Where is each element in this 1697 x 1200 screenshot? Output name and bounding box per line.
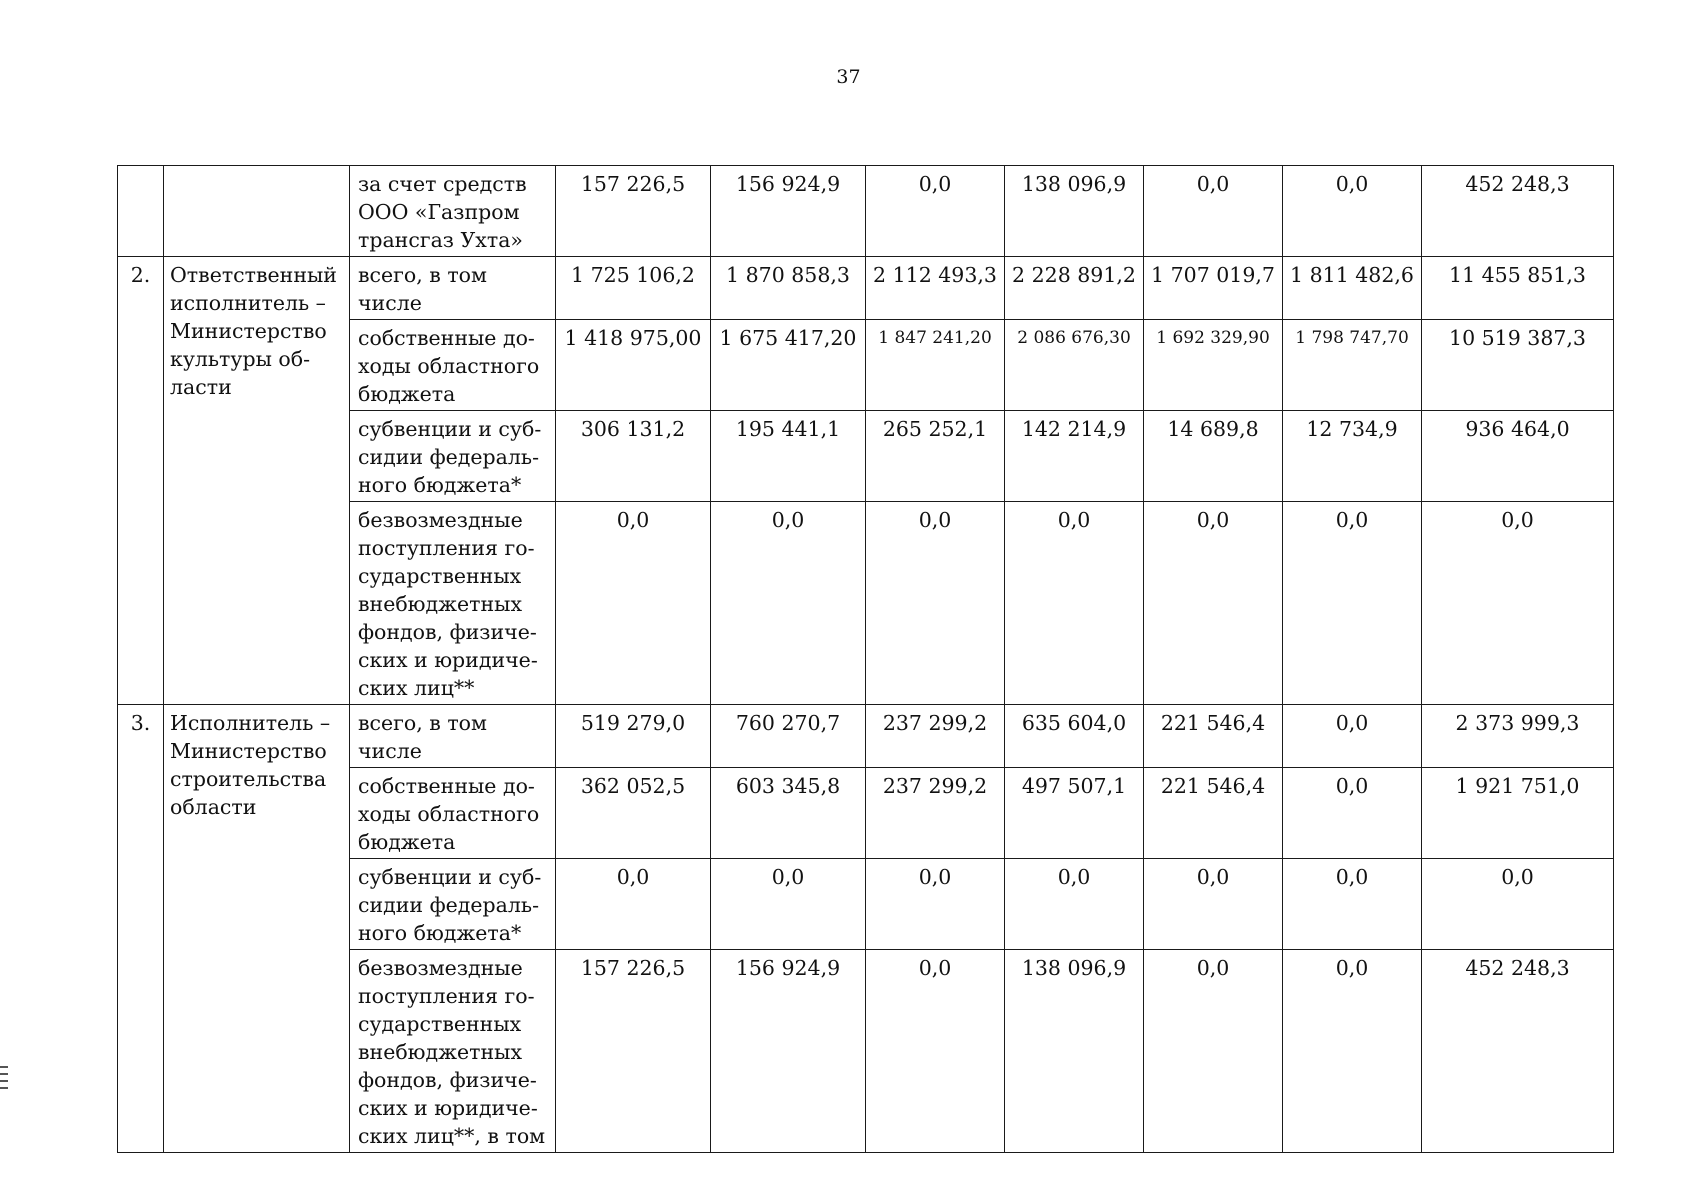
value-cell: 2 112 493,3 (866, 257, 1005, 320)
value-cell: 1 692 329,90 (1144, 320, 1283, 411)
budget-table-container (117, 165, 1613, 1153)
value-cell: 0,0 (711, 502, 866, 705)
value-cell: 138 096,9 (1005, 950, 1144, 1153)
value-cell: 0,0 (1144, 166, 1283, 257)
budget-table (117, 165, 1614, 1153)
funding-source-cell: за счет средств ООО «Газпром трансгаз Ухта» (350, 166, 556, 257)
page-number: 37 (836, 66, 861, 88)
value-cell: 138 096,9 (1005, 166, 1144, 257)
total-cell: 452 248,3 (1422, 166, 1614, 257)
executor-cell (164, 166, 350, 257)
funding-source-cell: безвозмездные поступления государственных внебюджетных фондов, физических и юридических лиц**, в том (350, 950, 556, 1153)
value-cell: 0,0 (1005, 502, 1144, 705)
value-cell: 12 734,9 (1283, 411, 1422, 502)
value-cell: 0,0 (1144, 859, 1283, 950)
funding-source-cell: всего, в том числе (350, 705, 556, 768)
value-cell: 0,0 (1283, 950, 1422, 1153)
total-cell: 0,0 (1422, 502, 1614, 705)
value-cell: 157 226,5 (556, 950, 711, 1153)
value-cell: 2 228 891,2 (1005, 257, 1144, 320)
value-cell: 1 870 858,3 (711, 257, 866, 320)
value-cell: 156 924,9 (711, 166, 866, 257)
value-cell: 221 546,4 (1144, 705, 1283, 768)
table-row (118, 166, 1614, 257)
value-cell: 603 345,8 (711, 768, 866, 859)
value-cell: 237 299,2 (866, 705, 1005, 768)
value-cell: 0,0 (1283, 705, 1422, 768)
table-row (118, 257, 1614, 320)
value-cell: 519 279,0 (556, 705, 711, 768)
value-cell: 497 507,1 (1005, 768, 1144, 859)
section-number-cell: 3. (118, 705, 164, 1153)
value-cell: 635 604,0 (1005, 705, 1144, 768)
value-cell: 0,0 (1283, 859, 1422, 950)
value-cell: 0,0 (1144, 950, 1283, 1153)
value-cell: 1 675 417,20 (711, 320, 866, 411)
value-cell: 2 086 676,30 (1005, 320, 1144, 411)
section-number-cell: 2. (118, 257, 164, 705)
executor-cell: Ответственный исполнитель – Министерство культуры области (164, 257, 350, 705)
value-cell: 1 725 106,2 (556, 257, 711, 320)
funding-source-cell: собственные доходы областного бюджета (350, 320, 556, 411)
executor-cell: Исполнитель – Министерство строительства области (164, 705, 350, 1153)
value-cell: 14 689,8 (1144, 411, 1283, 502)
total-cell: 452 248,3 (1422, 950, 1614, 1153)
value-cell: 0,0 (866, 859, 1005, 950)
value-cell: 0,0 (866, 166, 1005, 257)
value-cell: 0,0 (1144, 502, 1283, 705)
value-cell: 195 441,1 (711, 411, 866, 502)
value-cell: 0,0 (1283, 768, 1422, 859)
value-cell: 362 052,5 (556, 768, 711, 859)
value-cell: 1 707 019,7 (1144, 257, 1283, 320)
value-cell: 156 924,9 (711, 950, 866, 1153)
value-cell: 237 299,2 (866, 768, 1005, 859)
value-cell: 1 418 975,00 (556, 320, 711, 411)
total-cell: 10 519 387,3 (1422, 320, 1614, 411)
value-cell: 0,0 (1005, 859, 1144, 950)
value-cell: 0,0 (556, 502, 711, 705)
value-cell: 760 270,7 (711, 705, 866, 768)
funding-source-cell: собственные доходы областного бюджета (350, 768, 556, 859)
total-cell: 11 455 851,3 (1422, 257, 1614, 320)
value-cell: 0,0 (866, 502, 1005, 705)
value-cell: 157 226,5 (556, 166, 711, 257)
funding-source-cell: субвенции и субсидии федерального бюджета* (350, 859, 556, 950)
funding-source-cell: субвенции и субсидии федерального бюджета* (350, 411, 556, 502)
table-row (118, 705, 1614, 768)
value-cell: 1 847 241,20 (866, 320, 1005, 411)
value-cell: 0,0 (1283, 166, 1422, 257)
value-cell: 142 214,9 (1005, 411, 1144, 502)
value-cell: 221 546,4 (1144, 768, 1283, 859)
total-cell: 1 921 751,0 (1422, 768, 1614, 859)
funding-source-cell: всего, в том числе (350, 257, 556, 320)
section-number-cell (118, 166, 164, 257)
value-cell: 0,0 (1283, 502, 1422, 705)
total-cell: 936 464,0 (1422, 411, 1614, 502)
value-cell: 1 811 482,6 (1283, 257, 1422, 320)
total-cell: 2 373 999,3 (1422, 705, 1614, 768)
value-cell: 0,0 (711, 859, 866, 950)
value-cell: 0,0 (866, 950, 1005, 1153)
value-cell: 1 798 747,70 (1283, 320, 1422, 411)
value-cell: 0,0 (556, 859, 711, 950)
funding-source-cell: безвозмездные поступления государственных внебюджетных фондов, физических и юридических лиц** (350, 502, 556, 705)
binding-margin-marks (0, 1066, 8, 1094)
value-cell: 306 131,2 (556, 411, 711, 502)
total-cell: 0,0 (1422, 859, 1614, 950)
value-cell: 265 252,1 (866, 411, 1005, 502)
